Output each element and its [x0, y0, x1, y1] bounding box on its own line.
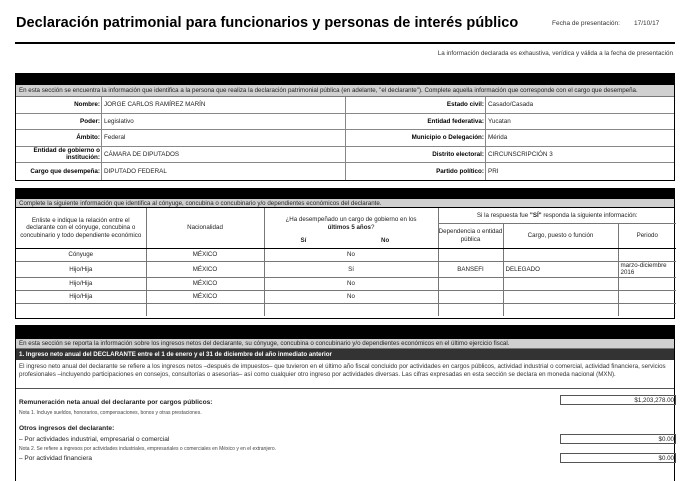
industrial-amount: $0.00 — [560, 434, 676, 444]
respuesta-cell: Sí — [264, 261, 438, 277]
periodo-cell — [618, 303, 676, 316]
periodo-cell — [618, 248, 676, 261]
page-title: Declaración patrimonial para funcionarios y personas de interés público — [16, 15, 519, 31]
ambito-label: Ámbito: — [16, 130, 102, 147]
industrial-label: – Por actividades industrial, empresarial o comercial — [19, 436, 170, 443]
col-header-si-respuesta — [438, 208, 676, 223]
dependencia-cell: BANSEFI — [438, 261, 503, 277]
si-respuesta-bold: "SÍ" — [529, 211, 542, 219]
table-row — [16, 261, 676, 277]
cargo-cell — [503, 290, 618, 303]
ingreso-neto-description: El ingreso neto anual del declarante se refiere a los ingresos netos –después de impuestos– que tuvieron en el último año fiscal concluido por actividades en cargos públicos, actividad industrial o comercial, actividad financiera, servicios profesionales –incluyendo participaciones en consejos, consultorías o asesorías– así como cualquier otro ingreso por actividades diversas. Las cifras expresadas en esta sección se declara en moneda nacional (MXN). — [16, 360, 674, 389]
periodo-cell — [618, 277, 676, 290]
entidad-gobierno-label: Entidad de gobierno o institución: — [16, 147, 102, 164]
nombre-label: Nombre: — [16, 97, 102, 114]
respuesta-cell: No — [264, 290, 438, 303]
municipio-value: Mérida — [486, 130, 674, 147]
col-header-no: No — [381, 237, 390, 244]
entidad-federativa-value: Yucatan — [486, 114, 674, 131]
relacion-cell — [16, 303, 146, 316]
cargo-question-pre: ¿Ha desempeñado un cargo de gobierno en los — [285, 216, 417, 223]
nacionalidad-cell: MÉXICO — [146, 248, 264, 261]
header-divider — [15, 42, 675, 44]
dependencia-cell — [438, 290, 503, 303]
section-header-bar — [16, 326, 674, 339]
relacion-cell: Hijo/Hija — [16, 290, 146, 303]
col-header-relacion: Enliste e indique la relación entre el declarante con el cónyuge, concubina o concubinario y todo dependiente económico — [16, 208, 146, 248]
table-row — [16, 303, 676, 316]
entidad-federativa-label: Entidad federativa: — [346, 114, 486, 131]
periodo-cell: marzo-diciembre 2016 — [618, 261, 676, 277]
cargo-cell: DELEGADO — [503, 261, 618, 277]
ambito-value: Federal — [102, 130, 346, 147]
dependencia-cell — [438, 248, 503, 261]
cargo-label: Cargo que desempeña: — [16, 163, 102, 180]
respuesta-cell: No — [264, 248, 438, 261]
fecha-presentacion-value: 17/10/17 — [634, 20, 660, 27]
table-row — [16, 290, 676, 303]
header-subtitle: La información declarada es exhaustiva, verídica y válida a la fecha de presentación — [437, 50, 673, 57]
nacionalidad-cell: MÉXICO — [146, 290, 264, 303]
section-ingresos — [15, 325, 675, 481]
remuneracion-label: Remuneración neta anual del declarante por cargos públicos: — [19, 399, 213, 406]
dependientes-table — [16, 208, 676, 316]
section-intro: En esta sección se reporta la información sobre los ingresos netos del declarante, su cónyuge, concubina o concubinario y/o dependientes económicos en el último ejercicio fiscal. — [16, 339, 674, 349]
si-respuesta-post: responda la siguiente información: — [541, 211, 638, 219]
cargo-question-post: ? — [370, 223, 375, 231]
nombre-value: JORGE CARLOS RAMÍREZ MARÍN — [102, 97, 346, 114]
periodo-cell — [618, 290, 676, 303]
section-dependientes — [15, 188, 675, 319]
nacionalidad-cell — [146, 303, 264, 316]
partido-politico-label: Partido político: — [346, 163, 486, 180]
table-row — [16, 277, 676, 290]
declarante-fields-grid — [16, 97, 674, 180]
section-datos-declarante — [15, 73, 675, 181]
cargo-cell — [503, 248, 618, 261]
relacion-cell: Cónyuge — [16, 248, 146, 261]
otros-ingresos-label: Otros ingresos del declarante: — [19, 425, 115, 432]
dependencia-cell — [438, 277, 503, 290]
partido-politico-value: PRI — [488, 167, 499, 175]
poder-label: Poder: — [16, 114, 102, 131]
nacionalidad-cell: MÉXICO — [146, 277, 264, 290]
col-header-periodo: Periodo — [618, 223, 676, 248]
distrito-electoral-value: CIRCUNSCRIPCIÓN 3 — [486, 147, 674, 164]
si-respuesta-pre: Si la respuesta fue — [476, 211, 530, 219]
financiera-amount: $0.00 — [560, 453, 676, 463]
respuesta-cell — [264, 303, 438, 316]
cargo-cell — [503, 277, 618, 290]
cargo-cell — [503, 303, 618, 316]
col-header-si: Sí — [300, 237, 307, 244]
relacion-cell: Hijo/Hija — [16, 261, 146, 277]
estado-civil-label: Estado civil: — [346, 97, 486, 114]
entidad-gobierno-value: CÁMARA DE DIPUTADOS — [102, 147, 346, 164]
poder-value: Legislativo — [102, 114, 346, 131]
respuesta-cell: No — [264, 277, 438, 290]
dependencia-cell — [438, 303, 503, 316]
distrito-electoral-label: Distrito electoral: — [346, 147, 486, 164]
col-header-cargo-gobierno — [264, 208, 438, 248]
cargo-question-bold: últimos 5 años — [327, 223, 371, 231]
ingreso-neto-subheader: 1. Ingreso neto anual del DECLARANTE entre el 1 de enero y el 31 de diciembre del año inmediato anterior — [16, 349, 674, 360]
section-intro: En esta sección se encuentra la información que identifica a la persona que realiza la declaración patrimonial pública (en adelante, "el declarante"). Complete aquella información que corresponde con el cargo que desempeña. — [16, 85, 674, 97]
section-header-bar — [16, 189, 674, 199]
nacionalidad-cell: MÉXICO — [146, 261, 264, 277]
municipio-label: Municipio o Delegación: — [346, 130, 486, 147]
section-header-bar — [16, 74, 674, 85]
col-header-dependencia: Dependencia o entidad pública — [438, 223, 503, 248]
cargo-value: DIPUTADO FEDERAL — [102, 163, 346, 180]
nota-2: Nota 2. Se refiere a ingresos por actividades industriales, empresariales o comerciales en México y en el extranjero. — [19, 446, 277, 452]
remuneracion-amount: $1,203,278.00 — [560, 395, 676, 405]
nota-1: Nota 1. Incluye sueldos, honorarios, compensaciones, bonos y otras prestaciones. — [19, 410, 202, 416]
section-intro: Complete la siguiente información que identifica al cónyuge, concubina o concubinario y/o dependientes económicos del declarante. — [16, 199, 674, 208]
table-row — [16, 248, 676, 261]
fecha-presentacion-label: Fecha de presentación: — [552, 20, 620, 27]
col-header-cargo: Cargo, puesto o función — [503, 223, 618, 248]
estado-civil-value: Casado/Casada — [486, 97, 674, 114]
financiera-label: – Por actividad financiera — [19, 455, 92, 462]
relacion-cell: Hijo/Hija — [16, 277, 146, 290]
col-header-nacionalidad: Nacionalidad — [146, 208, 264, 248]
